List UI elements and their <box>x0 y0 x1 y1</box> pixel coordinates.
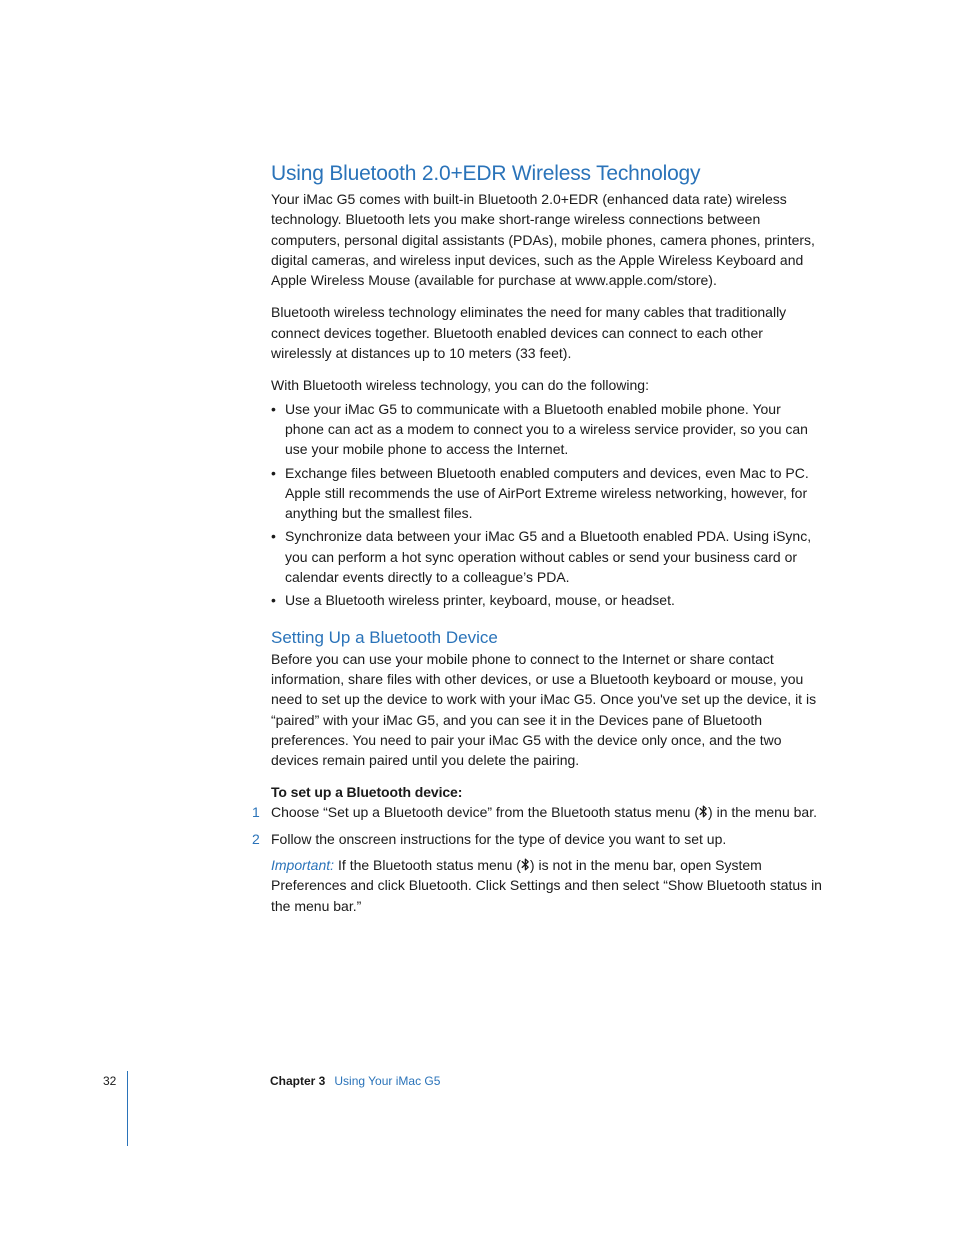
capabilities-intro-paragraph: With Bluetooth wireless technology, you can do the following: <box>271 377 649 394</box>
step-item <box>252 802 823 822</box>
step-text-before: Choose “Set up a Bluetooth device” from the Bluetooth status menu ( <box>271 804 700 821</box>
intro-paragraph: Your iMac G5 comes with built-in Bluetooth 2.0+EDR (enhanced data rate) wireless technology. Bluetooth lets you make short-range wireless connections between computers, personal digital assistants (PDAs), mobile phones, camera phones, printers, digital cameras, and wireless input devices, such as the Apple Wireless Keyboard and Apple Wireless Mouse (available for purchase at www.apple.com/store). <box>271 191 815 289</box>
note-label: Important: <box>271 857 335 874</box>
list-item <box>271 463 823 524</box>
step-number: 2 <box>252 830 260 847</box>
cables-paragraph: Bluetooth wireless technology eliminates the need for many cables that traditionally connect devices together. Bluetooth enabled devices can connect to each other wirelessly at distances up to 10 meters (33 feet). <box>271 304 787 362</box>
bluetooth-icon <box>521 858 530 871</box>
bullet-icon: • <box>271 400 276 417</box>
step-text-after: ) in the menu bar. <box>708 804 817 821</box>
chapter-label: Chapter 3 <box>270 1074 326 1088</box>
bluetooth-icon <box>699 805 708 818</box>
page-number: 32 <box>103 1074 117 1088</box>
list-item-text: Synchronize data between your iMac G5 and a Bluetooth enabled PDA. Using iSync, you can perform a hot sync operation without cables or send your business card or calendar events directly to a colleague’s PDA. <box>285 528 812 586</box>
step-text: Follow the onscreen instructions for the type of device you want to set up. <box>271 830 727 847</box>
footer-chapter <box>270 1073 440 1089</box>
list-item-text: Use a Bluetooth wireless printer, keyboard, mouse, or headset. <box>285 592 675 609</box>
important-note <box>271 855 823 916</box>
section-title: Using Bluetooth 2.0+EDR Wireless Technology <box>271 162 701 185</box>
chapter-title: Using Your iMac G5 <box>334 1074 441 1088</box>
step-item <box>252 829 823 849</box>
bullet-icon: • <box>271 528 276 545</box>
list-item-text: Use your iMac G5 to communicate with a Bluetooth enabled mobile phone. Your phone can act as a modem to connect you to a wireless service provider, so you can use your mobile phone to access the Internet. <box>285 400 808 458</box>
task-heading: To set up a Bluetooth device: <box>271 784 463 801</box>
list-item-text: Exchange files between Bluetooth enabled computers and devices, even Mac to PC. Apple still recommends the use of AirPort Extreme wireless networking, however, for anything but the smallest files. <box>285 464 809 522</box>
bullet-icon: • <box>271 592 276 609</box>
list-item <box>271 399 823 460</box>
footer-divider <box>127 1071 128 1146</box>
list-item <box>271 526 823 587</box>
page-content <box>252 160 823 916</box>
subsection-title: Setting Up a Bluetooth Device <box>271 627 498 647</box>
note-text-before: If the Bluetooth status menu ( <box>338 857 521 874</box>
list-item <box>271 590 823 610</box>
note-text-after: ) is not in the menu bar, open System Preferences and click Bluetooth. Click Settings and then select “Show Bluetooth status in the menu bar.” <box>271 857 822 914</box>
capabilities-list <box>271 399 823 611</box>
setup-paragraph: Before you can use your mobile phone to connect to the Internet or share contact information, share files with other devices, or use a Bluetooth keyboard or mouse, you need to set up the device to work with your iMac G5. Once you've set up the device, it is “paired” with your iMac G5, and you can see it in the Devices pane of Bluetooth preferences. You need to pair your iMac G5 with the device only once, and the two devices remain paired until you delete the pairing. <box>271 650 817 769</box>
bullet-icon: • <box>271 464 276 481</box>
step-number: 1 <box>252 804 260 821</box>
setup-steps <box>252 802 823 849</box>
